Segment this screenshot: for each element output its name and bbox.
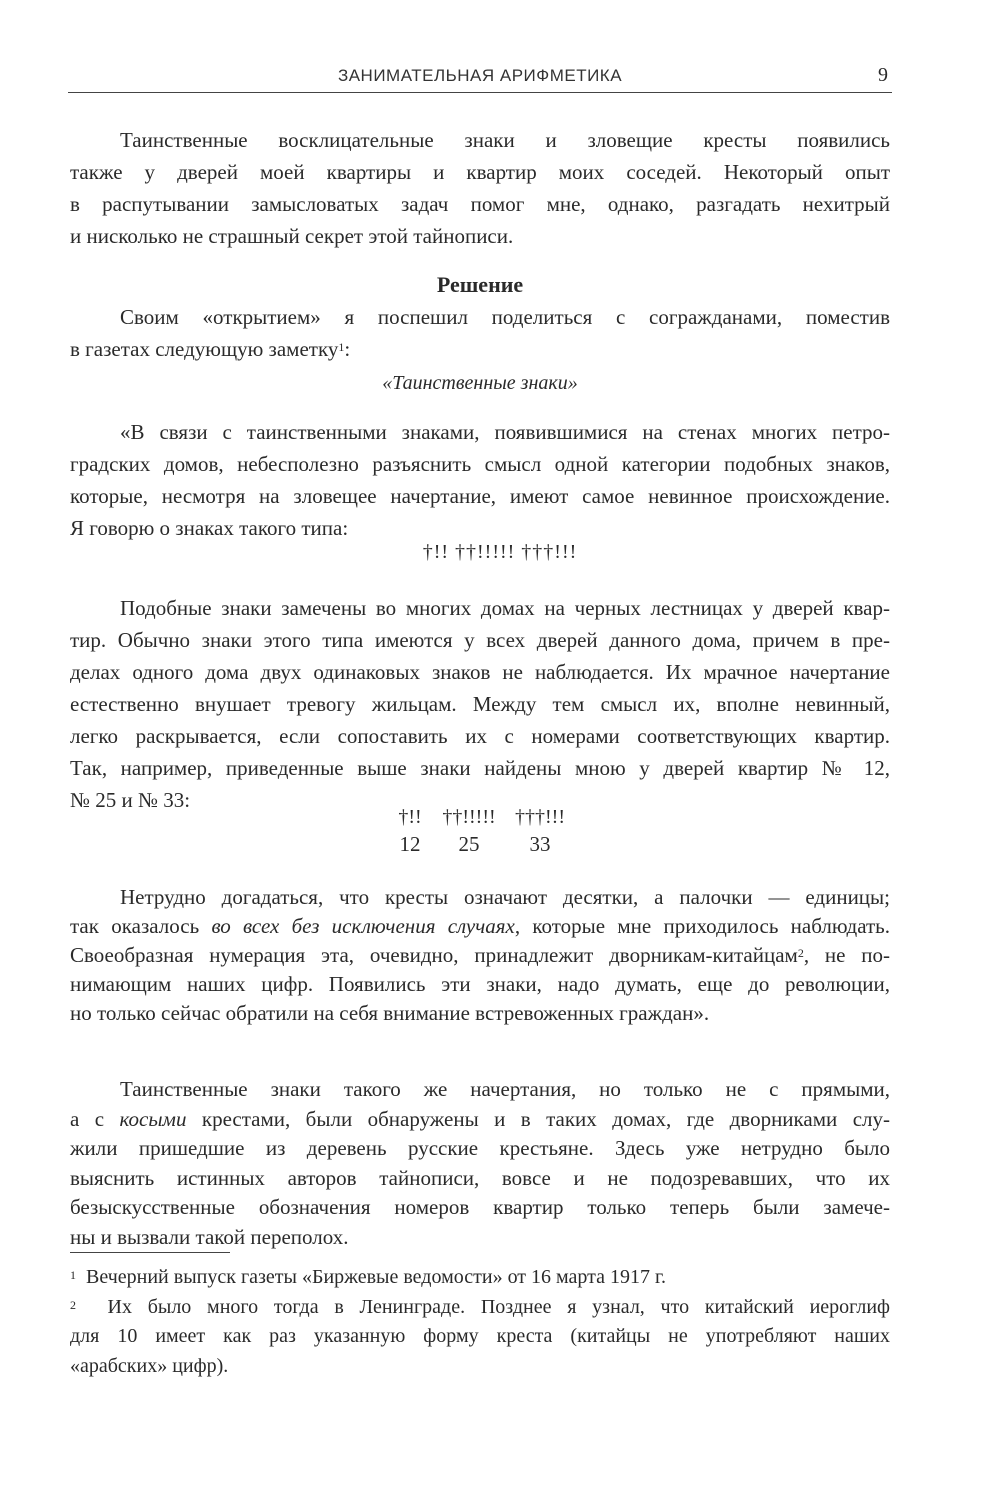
footnote-marker: 1 <box>70 1268 76 1282</box>
paragraph-observation <box>70 592 890 816</box>
text-span: нимающим наших цифр. Появились эти знаки, надо думать, еще до революции, <box>70 972 890 996</box>
text-line: которые, несмотря на зловещее начертание, имеют самое невинное происхождение. <box>70 484 890 508</box>
number-33: 33 <box>529 832 551 856</box>
text-span: , не по- <box>803 943 891 967</box>
text-line <box>70 1352 890 1382</box>
text-span: так оказалось <box>70 914 212 938</box>
text-span: безыскусственные обозначения номеров квартир только теперь были замече- <box>70 1195 890 1219</box>
running-header <box>68 62 892 93</box>
text-line <box>70 1075 890 1105</box>
text-span: ны и вызвали такой переполох. <box>70 1224 349 1249</box>
paragraph-explanation <box>70 883 890 1028</box>
text-line <box>70 1134 890 1164</box>
footnote-marker: 1 <box>338 340 345 354</box>
text-line <box>70 1223 890 1253</box>
text-span: в газетах следующую заметку <box>70 337 339 361</box>
text-span: жили пришедшие из деревень русские крестьяне. Здесь уже нетрудно было <box>70 1136 890 1160</box>
text-span: выяснить истинных авторов тайнописи, вовсе и не подозревавших, что их <box>70 1165 890 1190</box>
text-line <box>70 1105 890 1135</box>
text-span: , которые мне приходилось наблюдать. <box>514 914 890 938</box>
text-span: для 10 имеет как раз указанную форму креста (китайцы не употребляют наших <box>70 1325 890 1347</box>
paragraph-announcement <box>70 301 890 365</box>
text-span: а с <box>70 1106 120 1131</box>
text-line: в распутывании замысловатых задач помог мне, однако, разгадать нехитрый <box>70 192 890 216</box>
text-span: : <box>344 337 351 361</box>
text-line: Я говорю о знаках такого типа: <box>70 516 349 540</box>
text-line <box>70 941 890 970</box>
text-span: Таинственные знаки такого же начертания, но только не с прямыми, <box>120 1077 890 1101</box>
text-line <box>70 999 890 1028</box>
text-line: градских домов, небесполезно разъяснить смысл одной категории подобных знаков, <box>70 452 890 476</box>
text-span: крестами, были обнаружены и в таких домах, где дворниками слу- <box>186 1106 890 1131</box>
footnote-divider <box>70 1252 230 1253</box>
paragraph-conclusion <box>70 1075 890 1252</box>
text-line <box>70 333 890 365</box>
number-25: 25 <box>458 832 480 856</box>
text-line <box>70 912 890 941</box>
emphasis: во всех без исключения случаях <box>211 914 515 938</box>
text-span: «арабских» цифр). <box>70 1354 229 1377</box>
footnote-marker: 2 <box>797 946 804 960</box>
number-12: 12 <box>399 832 421 856</box>
text-line: Так, например, приведенные выше знаки найдены мною у дверей квартир № 12, <box>70 756 890 780</box>
text-span: Нетрудно догадаться, что кресты означают десятки, а палочки — единицы; <box>120 885 890 909</box>
text-line: и нисколько не страшный секрет этой тайнописи. <box>70 224 514 248</box>
page-number: 9 <box>878 64 888 86</box>
footnote-marker: 2 <box>70 1297 76 1312</box>
text-line: Подобные знаки замечены во многих домах на черных лестницах у дверей квар- <box>120 596 890 620</box>
text-span: но только сейчас обратили на себя внимание встревоженных граждан». <box>70 1001 710 1025</box>
text-line: № 25 и № 33: <box>70 788 191 812</box>
text-span: Их было много тогда в Ленинграде. Позднее я узнал, что китайский иероглиф <box>76 1295 890 1318</box>
paragraph-quote <box>70 416 890 544</box>
sign-33: †††!!! <box>515 806 565 828</box>
text-line: «В связи с таинственными знаками, появившимися на стенах многих петро- <box>120 420 890 444</box>
text-line <box>70 1164 890 1194</box>
text-line <box>70 883 890 912</box>
text-line <box>70 1263 890 1293</box>
note-title: «Таинственные знаки» <box>382 372 578 394</box>
text-line <box>70 1322 890 1352</box>
footnotes <box>70 1263 890 1381</box>
text-span: Своим «открытием» я поспешил поделиться с согражданами, поместив <box>120 305 890 329</box>
text-line: делах одного дома двух одинаковых знаков не наблюдается. Их мрачное начертание <box>70 660 890 684</box>
text-line <box>70 301 890 333</box>
text-line: также у дверей моей квартиры и квартир моих соседей. Некоторый опыт <box>70 160 890 184</box>
text-line: легко раскрывается, если сопоставить их с номерами соответствующих квартир. <box>70 724 890 748</box>
section-heading: Решение <box>436 272 524 297</box>
signs-example: †!! ††!!!!! †††!!! <box>422 541 578 563</box>
sign-25: ††!!!!! <box>442 806 496 828</box>
text-line: тир. Обычно знаки этого типа имеются у всех дверей данного дома, причем в пре- <box>70 628 890 652</box>
paragraph-intro <box>70 124 890 252</box>
text-line: естественно внушает тревогу жильцам. Между тем смысл их, вполне невинный, <box>70 692 890 716</box>
text-line <box>70 970 890 999</box>
text-line <box>70 1193 890 1223</box>
text-line: Таинственные восклицательные знаки и зловещие кресты появились <box>120 128 890 152</box>
sign-12: †!! <box>398 806 422 828</box>
emphasis: косыми <box>119 1106 187 1131</box>
text-line <box>70 1293 890 1323</box>
text-span: Своеобразная нумерация эта, очевидно, принадлежит дворникам-китайцам <box>70 943 798 967</box>
text-span: Вечерний выпуск газеты «Биржевые ведомости» от 16 марта 1917 г. <box>76 1266 666 1288</box>
running-header-title: ЗАНИМАТЕЛЬНАЯ АРИФМЕТИКА <box>337 66 623 85</box>
